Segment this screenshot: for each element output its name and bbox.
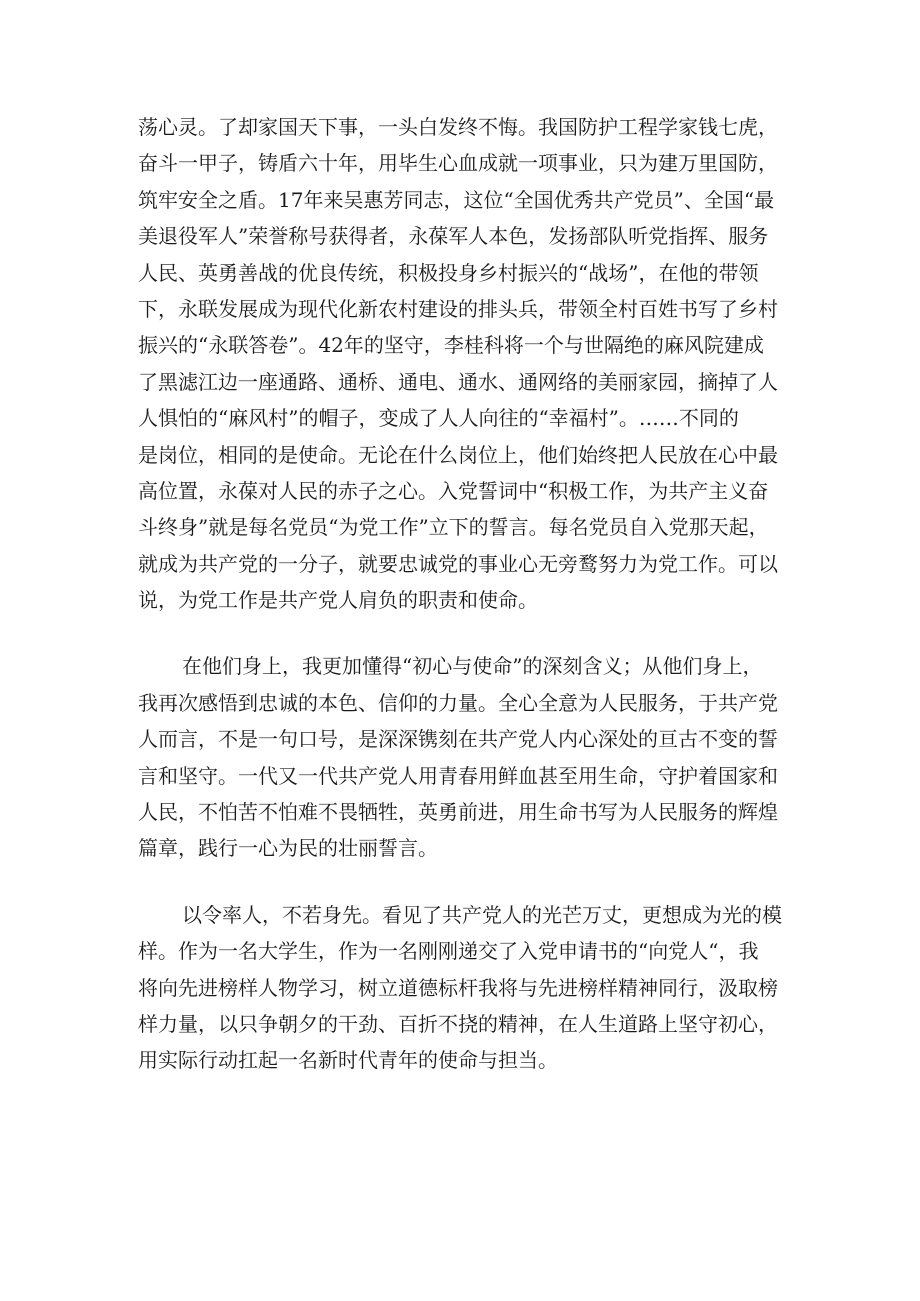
paragraph-spacer — [138, 618, 783, 648]
text-line: 我再次感悟到忠诚的本色、信仰的力量。全心全意为人民服务，于共产党 — [138, 690, 778, 715]
paragraph-1 — [138, 109, 783, 618]
text-line: 样。作为一名大学生，作为一名刚刚递交了入党申请书的“向党人“，我 — [138, 939, 759, 964]
document-body — [138, 109, 783, 1079]
text-line: 奋斗一甲子，铸盾六十年，用毕生心血成就一项事业，只为建万里国防， — [138, 151, 778, 176]
text-line: 斗终身”就是每名党员“为党工作”立下的誓言。每名党员自入党那天起， — [138, 515, 769, 540]
text-line: 了黑滤江边一座通路、通桥、通电、通水、通网络的美丽家园，摘掉了人 — [138, 369, 778, 394]
text-line: 是岗位，相同的是使命。无论在什么岗位上，他们始终把人民放在心中最 — [138, 442, 778, 467]
text-line: 人民、英勇善战的优良传统，积极投身乡村振兴的“战场”，在他的带领 — [138, 260, 759, 285]
text-line: 人惧怕的“麻风村”的帽子，变成了人人向往的“幸福村”。……不同的 — [138, 406, 739, 431]
text-line: 在他们身上，我更加懂得“初心与使命”的深刻含义；从他们身上， — [182, 654, 763, 679]
text-line: 振兴的“永联答卷”。42年的坚守，李桂科将一个与世隔绝的麻风院建成 — [138, 333, 764, 358]
text-line: 言和坚守。一代又一代共产党人用青春用鲜血甚至用生命，守护着国家和 — [138, 763, 778, 788]
text-line: 人而言，不是一句口号，是深深镌刻在共产党人内心深处的亘古不变的誓 — [138, 727, 778, 752]
paragraph-spacer — [138, 867, 783, 897]
text-line: 美退役军人”荣誉称号获得者，永葆军人本色，发扬部队听党指挥、服务 — [138, 224, 769, 249]
text-line: 篇章，践行一心为民的壮丽誓言。 — [138, 836, 438, 861]
text-line: 就成为共产党的一分子，就要忠诚党的事业心无旁鹜努力为党工作。可以 — [138, 551, 778, 576]
text-line: 荡心灵。了却家国天下事，一头白发终不悔。我国防护工程学家钱七虎， — [138, 115, 778, 139]
text-line: 说，为党工作是共产党人肩负的职责和使命。 — [138, 588, 538, 613]
text-line: 样力量，以只争朝夕的干劲、百折不挠的精神，在人生道路上坚守初心， — [138, 1011, 778, 1036]
text-line: 用实际行动扛起一名新时代青年的使命与担当。 — [138, 1048, 558, 1073]
text-line: 人民，不怕苦不怕难不畏牺牲，英勇前进，用生命书写为人民服务的辉煌 — [138, 800, 778, 825]
text-line: 高位置，永葆对人民的赤子之心。入党誓词中“积极工作，为共产主义奋 — [138, 478, 769, 503]
text-line: 下，永联发展成为现代化新农村建设的排头兵，带领全村百姓书写了乡村 — [138, 296, 778, 321]
text-line: 以令率人，不若身先。看见了共产党人的光芒万丈，更想成为光的模 — [182, 902, 782, 927]
paragraph-2 — [138, 648, 783, 866]
text-line: 将向先进榜样人物学习，树立道德标杆我将与先进榜样精神同行，汲取榜 — [138, 975, 778, 1000]
paragraph-3 — [138, 897, 783, 1079]
text-line: 筑牢安全之盾。17年来吴惠芳同志，这位“全国优秀共产党员”、全国“最 — [138, 187, 775, 212]
